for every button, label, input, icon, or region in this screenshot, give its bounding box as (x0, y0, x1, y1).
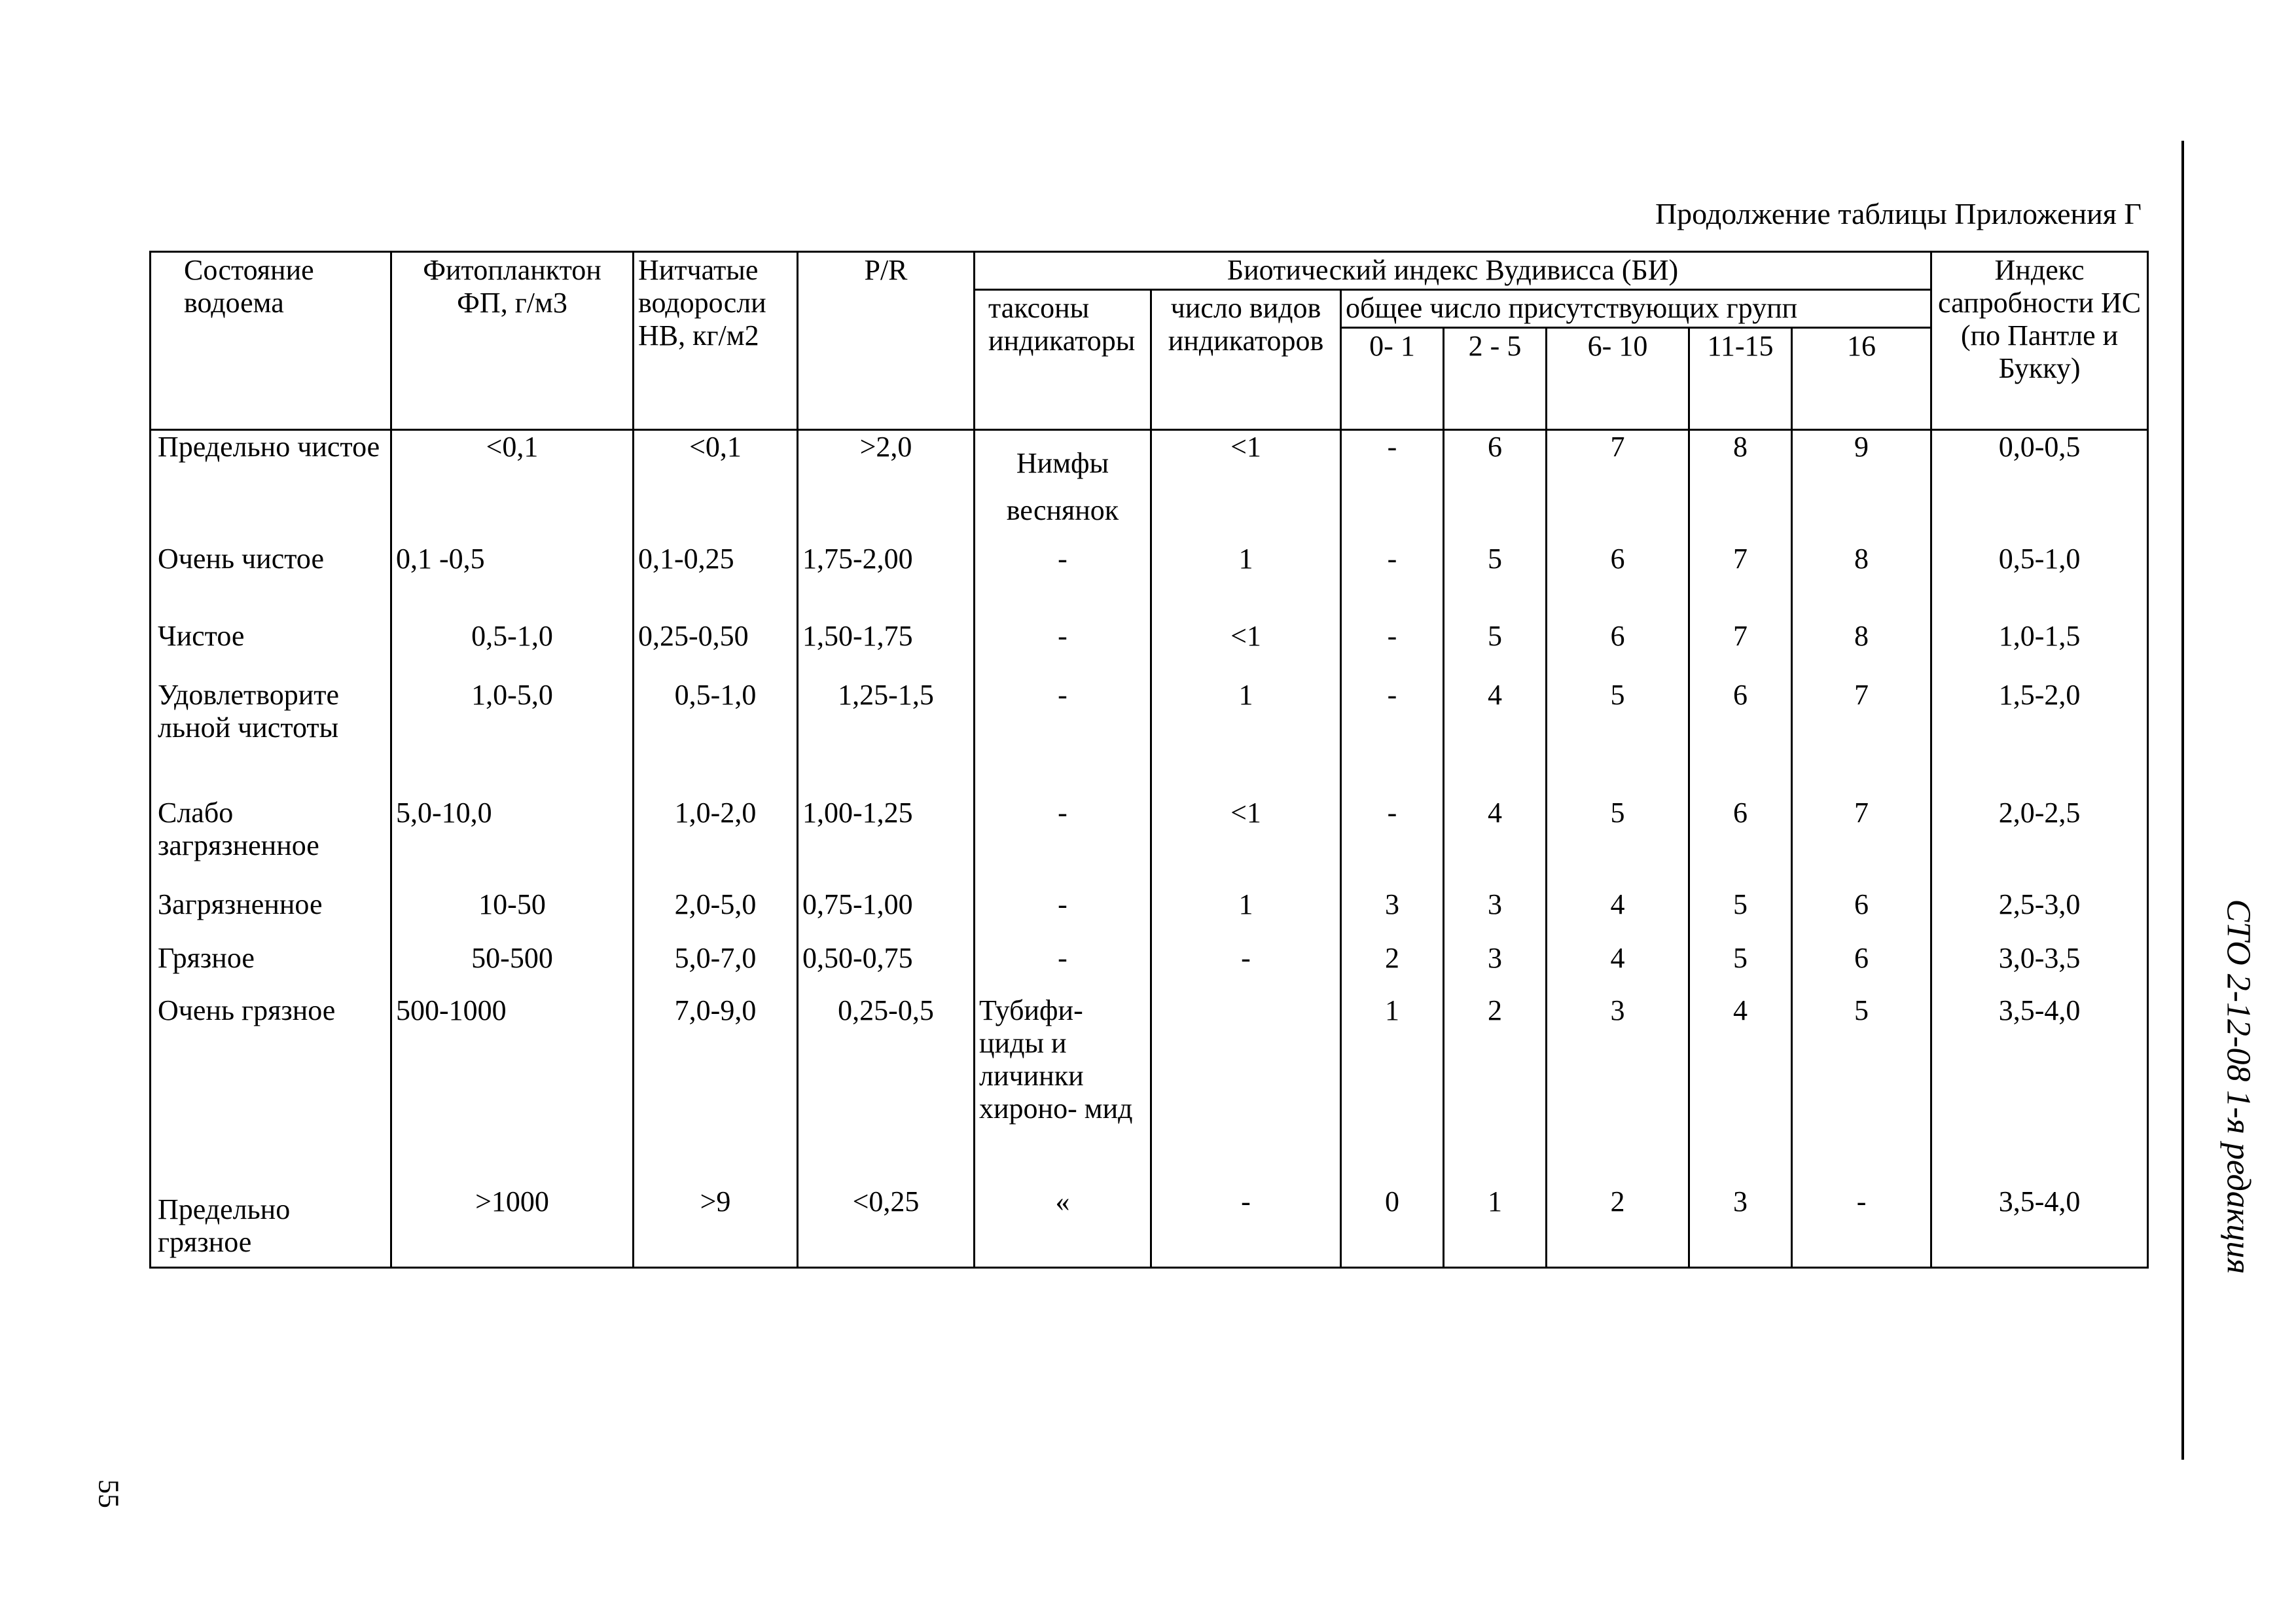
cell-g4: 5 (1689, 880, 1792, 934)
cell-phyto: >1000 (391, 1178, 634, 1268)
cell-g4: 6 (1689, 789, 1792, 880)
cell-g2: 3 (1444, 880, 1547, 934)
cell-g5: 7 (1792, 789, 1931, 880)
cell-taxa: - (975, 535, 1151, 612)
cell-filament: 0,5-1,0 (634, 671, 798, 789)
cell-filament: 0,25-0,50 (634, 612, 798, 671)
cell-count: <1 (1151, 789, 1341, 880)
cell-saprobity: 3,5-4,0 (1931, 1178, 2148, 1268)
cell-taxa: - (975, 880, 1151, 934)
page-number: 55 (92, 1479, 125, 1508)
cell-filament: 2,0-5,0 (634, 880, 798, 934)
header-phytoplankton: Фитопланктон ФП, г/м3 (391, 252, 634, 430)
cell-g5: 5 (1792, 986, 1931, 1178)
cell-g1: - (1341, 789, 1444, 880)
header-groups-16: 16 (1792, 328, 1931, 430)
cell-g1: 2 (1341, 934, 1444, 986)
cell-g3: 7 (1547, 430, 1689, 535)
cell-phyto: 10-50 (391, 880, 634, 934)
cell-count: - (1151, 1178, 1341, 1268)
cell-saprobity: 2,0-2,5 (1931, 789, 2148, 880)
cell-filament: >9 (634, 1178, 798, 1268)
cell-phyto: <0,1 (391, 430, 634, 535)
cell-filament: 1,0-2,0 (634, 789, 798, 880)
cell-g2: 5 (1444, 535, 1547, 612)
cell-taxa: - (975, 671, 1151, 789)
cell-state: Загрязненное (151, 880, 391, 934)
cell-count: 1 (1151, 880, 1341, 934)
cell-g3: 6 (1547, 535, 1689, 612)
cell-g1: - (1341, 671, 1444, 789)
cell-count: <1 (1151, 612, 1341, 671)
header-filamentous-algae: Нитчатые водоросли НВ, кг/м2 (634, 252, 798, 430)
header-total-groups: общее число присутствующих групп (1341, 290, 1931, 328)
cell-count: 1 (1151, 535, 1341, 612)
cell-g5: 8 (1792, 612, 1931, 671)
cell-saprobity: 3,0-3,5 (1931, 934, 2148, 986)
cell-saprobity: 3,5-4,0 (1931, 986, 2148, 1178)
cell-state: Удовлетворите льной чистоты (151, 671, 391, 789)
cell-taxa: - (975, 934, 1151, 986)
cell-state: Предельно чистое (151, 430, 391, 535)
cell-count: 1 (1151, 671, 1341, 789)
header-groups-0-1: 0- 1 (1341, 328, 1444, 430)
cell-phyto: 1,0-5,0 (391, 671, 634, 789)
header-indicator-species-count: число видов индикаторов (1151, 290, 1341, 430)
table-row (151, 789, 2148, 880)
cell-phyto: 5,0-10,0 (391, 789, 634, 880)
cell-g2: 6 (1444, 430, 1547, 535)
cell-g4: 8 (1689, 430, 1792, 535)
cell-state: Очень чистое (151, 535, 391, 612)
cell-pr: 1,75-2,00 (798, 535, 975, 612)
header-groups-6-10: 6- 10 (1547, 328, 1689, 430)
cell-g3: 4 (1547, 880, 1689, 934)
header-groups-2-5: 2 - 5 (1444, 328, 1547, 430)
cell-filament: 5,0-7,0 (634, 934, 798, 986)
cell-pr: 1,50-1,75 (798, 612, 975, 671)
cell-state: Очень грязное (151, 986, 391, 1178)
cell-state: Слабо загрязненное (151, 789, 391, 880)
cell-saprobity: 0,0-0,5 (1931, 430, 2148, 535)
cell-pr: 0,75-1,00 (798, 880, 975, 934)
margin-rule (2181, 141, 2184, 1460)
table-row (151, 986, 2148, 1178)
cell-g1: 1 (1341, 986, 1444, 1178)
cell-count: - (1151, 934, 1341, 986)
table-row (151, 612, 2148, 671)
cell-g2: 1 (1444, 1178, 1547, 1268)
header-pr: P/R (798, 252, 975, 430)
cell-saprobity: 2,5-3,0 (1931, 880, 2148, 934)
cell-phyto: 50-500 (391, 934, 634, 986)
cell-pr: <0,25 (798, 1178, 975, 1268)
cell-g3: 2 (1547, 1178, 1689, 1268)
cell-pr: >2,0 (798, 430, 975, 535)
cell-g1: 3 (1341, 880, 1444, 934)
cell-state: Предельно грязное (151, 1178, 391, 1268)
cell-pr: 1,25-1,5 (798, 671, 975, 789)
cell-saprobity: 1,0-1,5 (1931, 612, 2148, 671)
cell-g1: - (1341, 612, 1444, 671)
table-row (151, 430, 2148, 535)
document-code: СТО 2-12-08 1-я редакция (2219, 899, 2257, 1274)
cell-g4: 7 (1689, 612, 1792, 671)
cell-g4: 4 (1689, 986, 1792, 1178)
cell-g4: 6 (1689, 671, 1792, 789)
table-row (151, 880, 2148, 934)
cell-g3: 5 (1547, 671, 1689, 789)
cell-g4: 5 (1689, 934, 1792, 986)
water-quality-table (149, 251, 2149, 1269)
cell-count: <1 (1151, 430, 1341, 535)
cell-count (1151, 986, 1341, 1178)
cell-pr: 1,00-1,25 (798, 789, 975, 880)
cell-g5: 6 (1792, 880, 1931, 934)
cell-g3: 3 (1547, 986, 1689, 1178)
table-row (151, 1178, 2148, 1268)
cell-g1: 0 (1341, 1178, 1444, 1268)
cell-g5: - (1792, 1178, 1931, 1268)
cell-g1: - (1341, 535, 1444, 612)
cell-g5: 6 (1792, 934, 1931, 986)
cell-filament: 0,1-0,25 (634, 535, 798, 612)
cell-phyto: 0,1 -0,5 (391, 535, 634, 612)
cell-g5: 8 (1792, 535, 1931, 612)
cell-g2: 4 (1444, 671, 1547, 789)
cell-g3: 4 (1547, 934, 1689, 986)
cell-pr: 0,50-0,75 (798, 934, 975, 986)
table-row (151, 671, 2148, 789)
cell-filament: 7,0-9,0 (634, 986, 798, 1178)
cell-taxa: - (975, 612, 1151, 671)
cell-taxa: Тубифи- циды и личинки хироно- мид (975, 986, 1151, 1178)
table-row (151, 535, 2148, 612)
cell-g5: 7 (1792, 671, 1931, 789)
cell-g2: 2 (1444, 986, 1547, 1178)
cell-phyto: 500-1000 (391, 986, 634, 1178)
cell-g2: 5 (1444, 612, 1547, 671)
cell-g3: 5 (1547, 789, 1689, 880)
header-state: Состояние водоема (151, 252, 391, 430)
cell-g1: - (1341, 430, 1444, 535)
cell-g4: 3 (1689, 1178, 1792, 1268)
cell-g3: 6 (1547, 612, 1689, 671)
header-groups-11-15: 11-15 (1689, 328, 1792, 430)
cell-g2: 4 (1444, 789, 1547, 880)
header-saprobity-index: Индекс сапробности ИС (по Пантле и Букку) (1931, 252, 2148, 430)
cell-state: Чистое (151, 612, 391, 671)
cell-saprobity: 0,5-1,0 (1931, 535, 2148, 612)
header-indicator-taxa: таксоны индикаторы (975, 290, 1151, 430)
cell-phyto: 0,5-1,0 (391, 612, 634, 671)
header-biotic-index: Биотический индекс Вудивисса (БИ) (975, 252, 1931, 290)
cell-filament: <0,1 (634, 430, 798, 535)
cell-g5: 9 (1792, 430, 1931, 535)
cell-state: Грязное (151, 934, 391, 986)
cell-taxa: - (975, 789, 1151, 880)
cell-taxa: Нимфы веснянок (975, 430, 1151, 535)
cell-pr: 0,25-0,5 (798, 986, 975, 1178)
cell-taxa: « (975, 1178, 1151, 1268)
table-caption: Продолжение таблицы Приложения Г (1655, 197, 2142, 230)
table-row (151, 934, 2148, 986)
cell-g4: 7 (1689, 535, 1792, 612)
cell-g2: 3 (1444, 934, 1547, 986)
cell-saprobity: 1,5-2,0 (1931, 671, 2148, 789)
